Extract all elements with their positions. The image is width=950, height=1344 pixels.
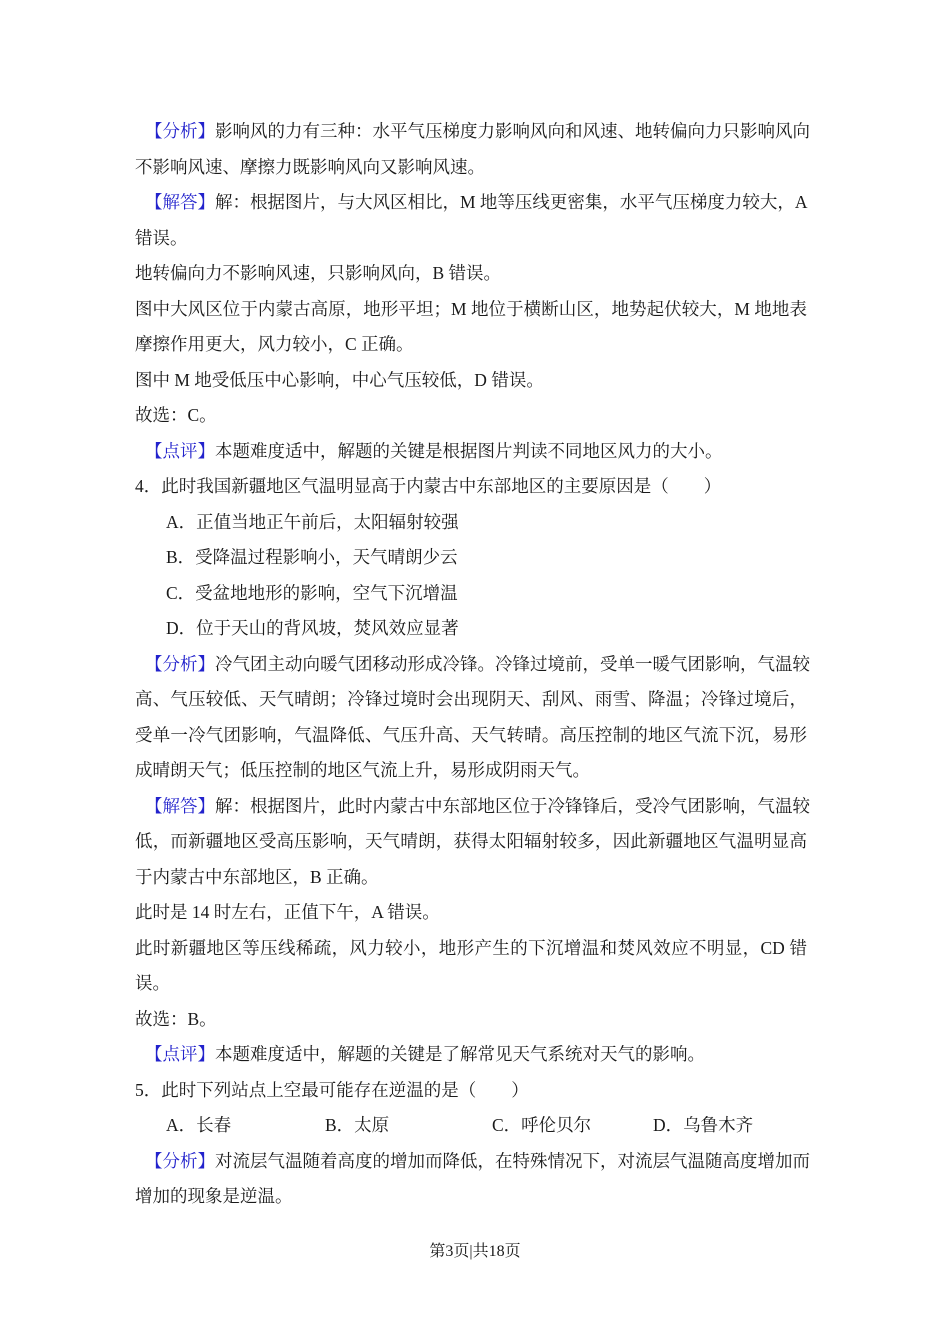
annotation-tag: 【点评】 [145, 1044, 215, 1064]
annotation-text: 解：根据图片，与大风区相比，M 地等压线更密集，水平气压梯度力较大，A [215, 192, 808, 212]
option-line [135, 576, 807, 612]
annotation-line [135, 1144, 810, 1180]
body-text: 成晴朗天气；低压控制的地区气流上升，易形成阴雨天气。 [135, 760, 590, 780]
annotation-tag: 【解答】 [145, 192, 215, 212]
annotation-tag: 【解答】 [145, 795, 215, 816]
body-line [135, 398, 807, 434]
body-text: 此时新疆地区等压线稀疏，风力较小，地形产生的下沉增温和焚风效应不明显，CD 错 [135, 937, 807, 958]
body-line [135, 221, 807, 257]
question-line [135, 1073, 807, 1109]
body-line [135, 753, 807, 789]
body-line [135, 1002, 807, 1038]
annotation-line [135, 789, 810, 825]
page-body-text [135, 114, 810, 1215]
option-item: C．呼伦贝尔 [492, 1115, 592, 1135]
question-text: 此时下列站点上空最可能存在逆温的是（ ） [161, 1079, 529, 1100]
annotation-text: 对流层气温随着高度的增加而降低，在特殊情况下，对流层气温随高度增加而 [215, 1150, 810, 1171]
option-item: B．太原 [325, 1115, 390, 1135]
body-line [135, 931, 807, 967]
option-text: C．受盆地地形的影响，空气下沉增温 [166, 582, 458, 603]
body-text: 低，而新疆地区受高压影响，天气晴朗，获得太阳辐射较多，因此新疆地区气温明显高 [135, 831, 807, 851]
body-text: 故选：C。 [135, 405, 217, 425]
question-line [135, 469, 807, 505]
annotation-tag: 【分析】 [145, 653, 215, 674]
annotation-text: 本题难度适中，解题的关键是根据图片判读不同地区风力的大小。 [215, 440, 723, 461]
body-text: 不影响风速、摩擦力既影响风向又影响风速。 [135, 156, 485, 177]
body-line [135, 256, 807, 292]
annotation-text: 本题难度适中，解题的关键是了解常见天气系统对天气的影响。 [215, 1044, 705, 1064]
body-line [135, 718, 807, 754]
question-text: 此时我国新疆地区气温明显高于内蒙古中东部地区的主要原因是（ ） [161, 476, 722, 496]
body-line [135, 292, 807, 328]
annotation-line [135, 434, 807, 470]
body-line [135, 824, 807, 860]
page-footer [0, 1234, 950, 1270]
option-line [135, 611, 807, 647]
annotation-line [135, 114, 810, 150]
body-line [135, 860, 807, 896]
body-line [135, 682, 807, 718]
body-text: 故选：B。 [135, 1008, 217, 1029]
option-text: A．正值当地正午前后，太阳辐射较强 [166, 511, 459, 532]
body-text: 误。 [135, 973, 170, 993]
body-text: 受单一冷气团影响，气温降低、气压升高、天气转晴。高压控制的地区气流下沉，易形 [135, 724, 807, 745]
annotation-line [135, 185, 807, 221]
annotation-tag: 【分析】 [145, 121, 215, 141]
option-item: A．长春 [166, 1115, 232, 1135]
option-text: D．位于天山的背风坡，焚风效应显著 [166, 618, 459, 638]
option-line [135, 540, 807, 576]
body-text: 此时是 14 时左右，正值下午，A 错误。 [135, 902, 440, 922]
options-row [135, 1108, 807, 1144]
body-text: 于内蒙古中东部地区，B 正确。 [135, 866, 379, 887]
body-line [135, 895, 807, 931]
body-line [135, 150, 807, 186]
option-item: D．乌鲁木齐 [653, 1115, 754, 1135]
question-number: 4． [135, 476, 162, 496]
body-text: 图中大风区位于内蒙古高原，地形平坦；M 地位于横断山区，地势起伏较大，M 地地表 [135, 298, 807, 319]
annotation-text: 解：根据图片，此时内蒙古中东部地区位于冷锋锋后，受冷气团影响，气温较 [215, 795, 810, 816]
body-text: 高、气压较低、天气晴朗；冷锋过境时会出现阴天、刮风、雨雪、降温；冷锋过境后， [135, 689, 807, 709]
annotation-text: 影响风的力有三种：水平气压梯度力影响风向和风速、地转偏向力只影响风向 [215, 121, 810, 141]
body-text: 增加的现象是逆温。 [135, 1186, 293, 1206]
option-text: B．受降温过程影响小，天气晴朗少云 [166, 547, 458, 567]
option-line [135, 505, 807, 541]
body-line [135, 1179, 807, 1215]
body-text: 错误。 [135, 227, 188, 248]
body-text: 图中 M 地受低压中心影响，中心气压较低，D 错误。 [135, 369, 544, 390]
annotation-line [135, 1037, 807, 1073]
body-text: 地转偏向力不影响风速，只影响风向，B 错误。 [135, 263, 502, 283]
body-text: 摩擦作用更大，风力较小，C 正确。 [135, 334, 414, 354]
annotation-tag: 【点评】 [145, 440, 215, 461]
page-number-indicator: 第3页|共18页 [429, 1243, 521, 1260]
body-line [135, 966, 807, 1002]
body-line [135, 363, 807, 399]
question-number: 5． [135, 1079, 162, 1100]
annotation-line [135, 647, 810, 683]
body-line [135, 327, 807, 363]
annotation-tag: 【分析】 [145, 1150, 215, 1171]
annotation-text: 冷气团主动向暖气团移动形成冷锋。冷锋过境前，受单一暖气团影响，气温较 [215, 653, 810, 674]
